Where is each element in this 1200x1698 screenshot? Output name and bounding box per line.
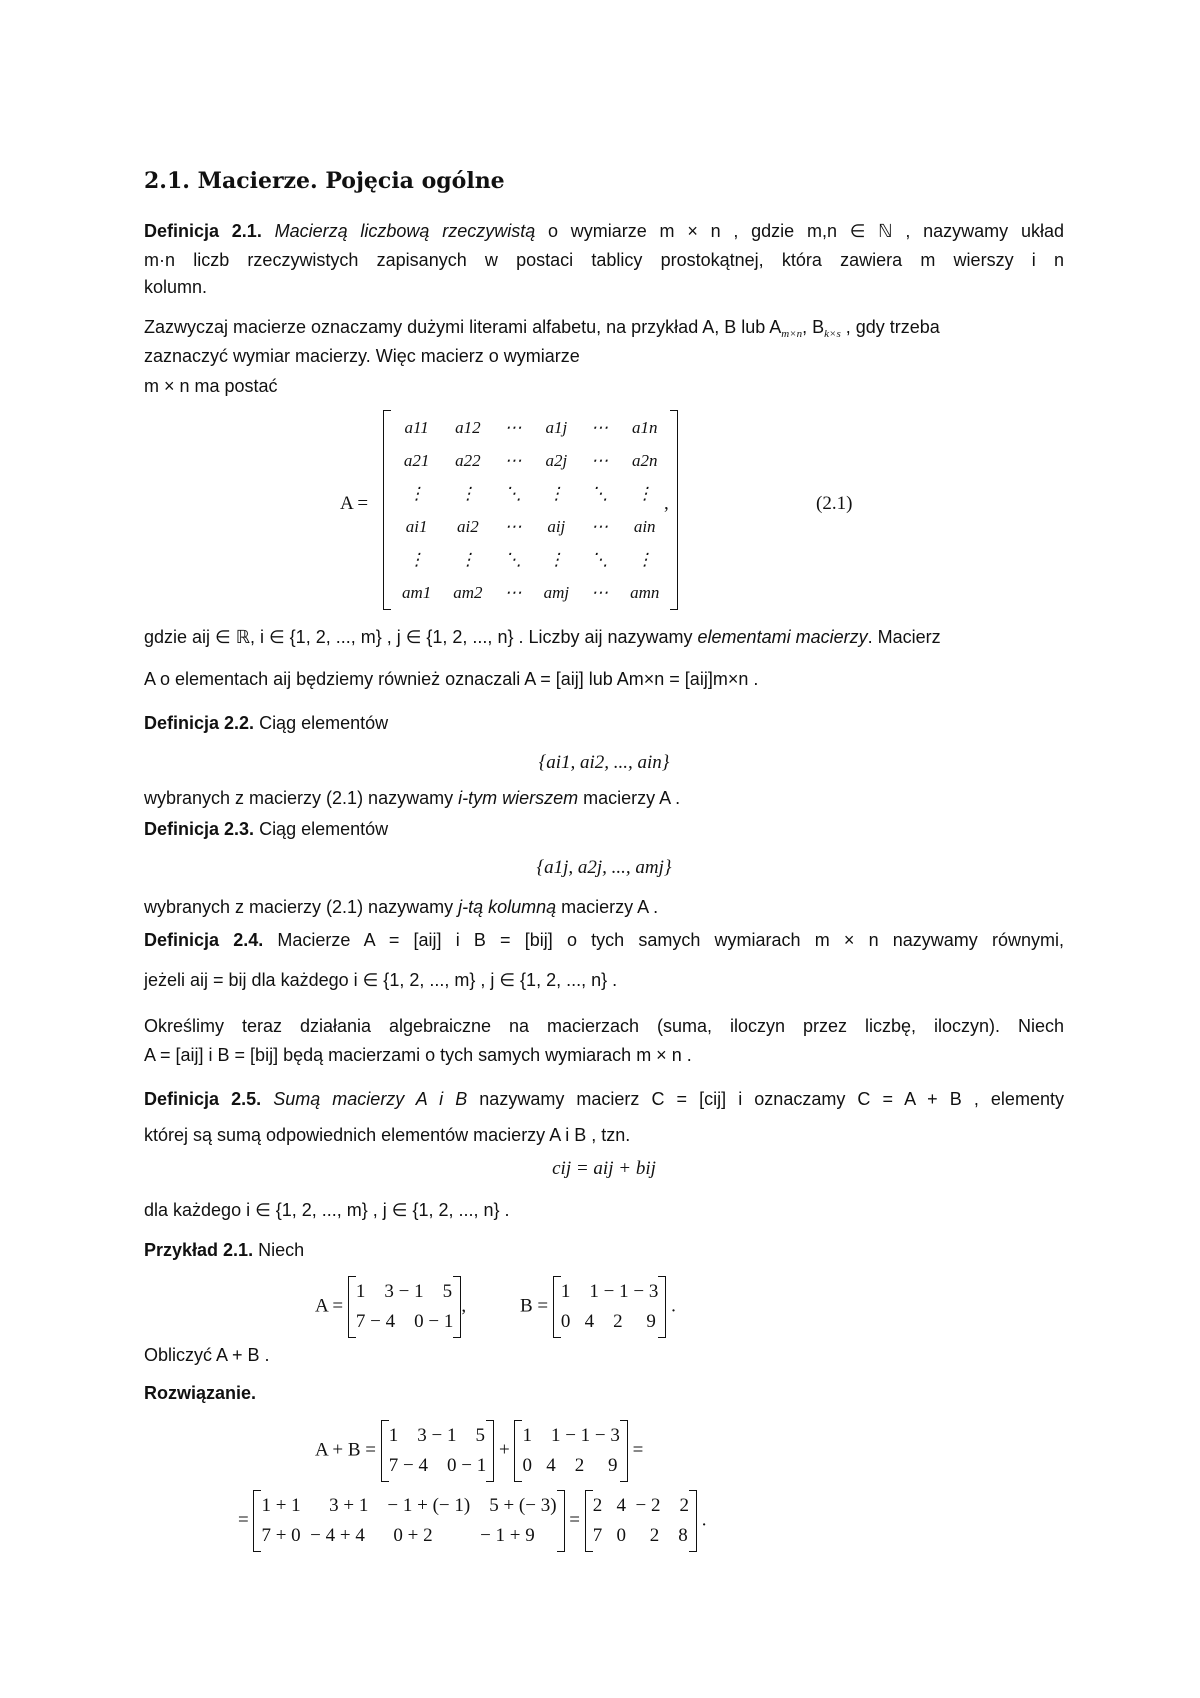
res-row-1: 2 4 − 2 2: [592, 1495, 689, 1516]
res-mid-rows: [261, 1491, 556, 1551]
def24-line1-text: Macierze A = [aij] i B = [bij] o tych samych wymiarach m × n nazywamy równymi,: [263, 930, 1064, 950]
matrix-cell: ⋮: [547, 549, 565, 569]
matrix-a-left-bracket: [348, 1276, 356, 1338]
left-bracket: [383, 410, 391, 610]
matrix-cell: a21: [403, 450, 430, 470]
matrix-row: [391, 510, 670, 543]
notation-line2: zaznaczyć wymiar macierzy. Więc macierz o wymiarze: [144, 346, 580, 366]
sum-b-row-2: 0 4 2 9: [522, 1455, 618, 1476]
matrix-row: [391, 444, 670, 477]
notation-line3: m × n ma postać: [144, 376, 278, 396]
res-rows: [593, 1491, 689, 1551]
matrix-a-right-bracket: [453, 1276, 461, 1338]
example-matrix-a: A = 1 3 − 1 5 7 − 4 0 − 1 ,: [315, 1276, 466, 1338]
def23-after: [144, 893, 1064, 922]
def22-line: [144, 709, 1064, 738]
matrix-cell: ⋮: [636, 549, 654, 569]
def23-line: [144, 815, 1064, 844]
notation-sub-b: k×s: [824, 328, 841, 340]
matrix-cell: ⋱: [504, 549, 522, 569]
matrix-cell: a2j: [545, 450, 568, 470]
matrix-cell: a22: [455, 450, 481, 470]
res-row-2: 7 0 2 8: [592, 1525, 688, 1546]
matrix-cell: ⋯: [591, 582, 609, 602]
def21-line1: [144, 217, 1064, 246]
matrix-a-lhs: A =: [315, 1295, 344, 1317]
solution-label: [144, 1379, 1064, 1408]
def21-term: Macierzą liczbową rzeczywistą: [274, 221, 536, 241]
sum-a-row-2: 7 − 4 0 − 1: [388, 1455, 487, 1476]
def22-formula: {ai1, ai2, ..., ain}: [538, 752, 670, 773]
matrix-cell: am1: [402, 582, 432, 602]
elements-c: ij nazywamy: [594, 627, 698, 647]
section-title: 2.1. Macierze. Pojęcia ogólne: [144, 168, 505, 194]
matrix-cell: ⋮: [636, 483, 654, 503]
def22-label: Definicja 2.2.: [144, 713, 255, 733]
matrix-a-row-1: 1 3 − 1 5: [355, 1281, 453, 1302]
matrix-cell: amn: [630, 582, 660, 602]
def25-line3: dla każdego i ∈ {1, 2, ..., m} , j ∈ {1, 2, ..., n} .: [144, 1200, 510, 1220]
def23-after-text: wybranych z macierzy (2.1) nazywamy: [144, 897, 459, 917]
matrix-cell: ⋮: [408, 483, 426, 503]
matrix-cell: ⋯: [591, 417, 609, 437]
matrix-a-rows: [356, 1277, 453, 1337]
sum-lhs: A + B =: [315, 1439, 377, 1461]
matrix-cell: ⋮: [459, 483, 477, 503]
def22-after-end: macierzy A .: [578, 788, 681, 808]
matrix-cell: ⋱: [591, 483, 609, 503]
matrix-cell: ain: [633, 516, 656, 536]
sum-a-right-bracket: [486, 1420, 494, 1482]
example-line: [144, 1236, 1064, 1265]
matrix-row: [391, 543, 670, 576]
matrix-cell: ⋯: [504, 450, 522, 470]
matrix-b-left-bracket: [553, 1276, 561, 1338]
matrix-b-lhs: B =: [520, 1295, 549, 1317]
matrix-row: [391, 576, 670, 609]
def22-after: [144, 784, 1064, 813]
matrix-cell: am2: [453, 582, 483, 602]
matrix-b-row-2: 0 4 2 9: [560, 1311, 656, 1332]
matrix-a-row-2: 7 − 4 0 − 1: [355, 1311, 454, 1332]
def24-label: Definicja 2.4.: [144, 930, 264, 950]
matrix-cell: amj: [543, 582, 570, 602]
res-right-bracket: [689, 1490, 697, 1552]
sum-b-row-1: 1 1 − 1 − 3: [522, 1425, 620, 1446]
def25-line1-rest: nazywamy macierz C = [cij] i oznaczamy C = A + B , elementy: [467, 1089, 1064, 1109]
def21-label: Definicja 2.1.: [144, 221, 262, 241]
elements-line1: [144, 623, 1064, 652]
example-text: Niech: [253, 1240, 305, 1260]
matrix-cell: ⋱: [591, 549, 609, 569]
matrix-cell: a1j: [545, 417, 568, 437]
equation-number: (2.1): [816, 493, 853, 514]
elements-b: ij ∈ ℝ, i ∈ {1, 2, ..., m} , j ∈ {1, 2, ..., n} . Liczby a: [202, 627, 595, 647]
elements-end: . Macierz: [867, 627, 941, 647]
sum-line2: = 1 + 1 3 + 1 − 1 + (− 1) 5 + (− 3) 7 + 0 − 4 + 4 0 + 2 − 1 + 9 = 2 4 − 2 2 7 0 2 8 .: [238, 1490, 706, 1552]
def22-after-text: wybranych z macierzy (2.1) nazywamy: [144, 788, 459, 808]
def23-formula: {a1j, a2j, ..., amj}: [536, 857, 672, 878]
matrix-cell: aij: [547, 516, 566, 536]
matrix-cell: a1n: [631, 417, 658, 437]
res-mid-row-2: 7 + 0 − 4 + 4 0 + 2 − 1 + 9: [261, 1525, 535, 1546]
def21-line2: m·n liczb rzeczywistych zapisanych w postaci tablicy prostokątnej, która zawiera m wierszy i n: [144, 250, 1064, 270]
sum-a-rows: [389, 1421, 486, 1481]
example-label: Przykład 2.1.: [144, 1240, 254, 1260]
sum-a-row-1: 1 3 − 1 5: [388, 1425, 485, 1446]
res-mid-left-bracket: [253, 1490, 261, 1552]
matrix-cell: ⋮: [459, 549, 477, 569]
matrix-cell: ⋯: [504, 582, 522, 602]
matrix-cell: ⋱: [504, 483, 522, 503]
matrix-cell: a11: [404, 417, 429, 437]
matrix-b-row-1: 1 1 − 1 − 3: [560, 1281, 659, 1302]
def23-label: Definicja 2.3.: [144, 819, 255, 839]
def23-after-end: macierzy A .: [556, 897, 659, 917]
sum-a-left-bracket: [381, 1420, 389, 1482]
def24-line2: jeżeli aij = bij dla każdego i ∈ {1, 2, ..., m} , j ∈ {1, 2, ..., n} .: [144, 970, 618, 990]
matrix-21: [383, 410, 678, 610]
sum-b-rows: [522, 1421, 619, 1481]
matrix-cell: ⋯: [504, 516, 522, 536]
res-left-bracket: [585, 1490, 593, 1552]
matrix-cell: a2n: [631, 450, 658, 470]
matrix-cell: ⋮: [408, 549, 426, 569]
example-matrix-b: B = 1 1 − 1 − 3 0 4 2 9 .: [520, 1276, 676, 1338]
matrix-cell: ⋮: [547, 483, 565, 503]
matrix-row: [391, 411, 670, 444]
matrix-cell: ⋯: [591, 516, 609, 536]
example-task: Obliczyć A + B .: [144, 1345, 270, 1365]
matrix-lhs: A =: [340, 493, 369, 514]
sum-line1: A + B = 1 3 − 1 5 7 − 4 0 − 1 + 1 1 − 1 − 3 0 4 2 9 =: [315, 1420, 643, 1482]
notation-text-a: Zazwyczaj macierze oznaczamy dużymi literami alfabetu, na przykład A, B lub A: [144, 317, 782, 337]
def24-line1: [144, 926, 1064, 955]
def22-term: i-tym wierszem: [458, 788, 579, 808]
elements-term: elementami macierzy: [697, 627, 868, 647]
notation-sub-a: m×n: [781, 328, 803, 340]
ops-line1: Określimy teraz działania algebraiczne na macierzach (suma, iloczyn przez liczbę, iloczyn). Niech: [144, 1016, 1064, 1036]
matrix-b-rows: [561, 1277, 658, 1337]
matrix-cell: ⋯: [591, 450, 609, 470]
def22-text: Ciąg elementów: [254, 713, 389, 733]
def25-formula: cij = aij + bij: [552, 1158, 656, 1179]
matrix-row: [391, 477, 670, 510]
elements-a: gdzie a: [144, 627, 203, 647]
matrix-cell: ai2: [457, 516, 479, 536]
ops-line2: A = [aij] i B = [bij] będą macierzami o tych samych wymiarach m × n .: [144, 1045, 692, 1065]
matrix-21-table: [391, 411, 670, 609]
notation-text-b: , B: [802, 317, 825, 337]
def25-line2: której są sumą odpowiednich elementów macierzy A i B , tzn.: [144, 1125, 631, 1145]
matrix-b-right-bracket: [658, 1276, 666, 1338]
elements-line2: A o elementach aij będziemy również oznaczali A = [aij] lub Am×n = [aij]m×n .: [144, 669, 759, 689]
right-bracket: [670, 410, 678, 610]
matrix-comma: ,: [664, 493, 669, 514]
solution-label-text: Rozwiązanie.: [144, 1383, 257, 1403]
matrix-cell: a12: [455, 417, 481, 437]
res-mid-right-bracket: [557, 1490, 565, 1552]
notation-text-c: , gdy trzeba: [840, 317, 940, 337]
def25-line1: [144, 1085, 1064, 1114]
matrix-cell: ai1: [405, 516, 428, 536]
def23-term: j-tą kolumną: [458, 897, 557, 917]
def21-line3: kolumn.: [144, 277, 208, 297]
sum-b-left-bracket: [514, 1420, 522, 1482]
def25-label: Definicja 2.5.: [144, 1089, 262, 1109]
res-mid-row-1: 1 + 1 3 + 1 − 1 + (− 1) 5 + (− 3): [261, 1495, 557, 1516]
def23-text: Ciąg elementów: [254, 819, 389, 839]
sum-b-right-bracket: [620, 1420, 628, 1482]
def25-term: Sumą macierzy A i B: [273, 1089, 468, 1109]
matrix-cell: ⋯: [504, 417, 522, 437]
def21-line1-rest: o wymiarze m × n , gdzie m,n ∈ ℕ , nazywamy układ: [535, 221, 1064, 241]
